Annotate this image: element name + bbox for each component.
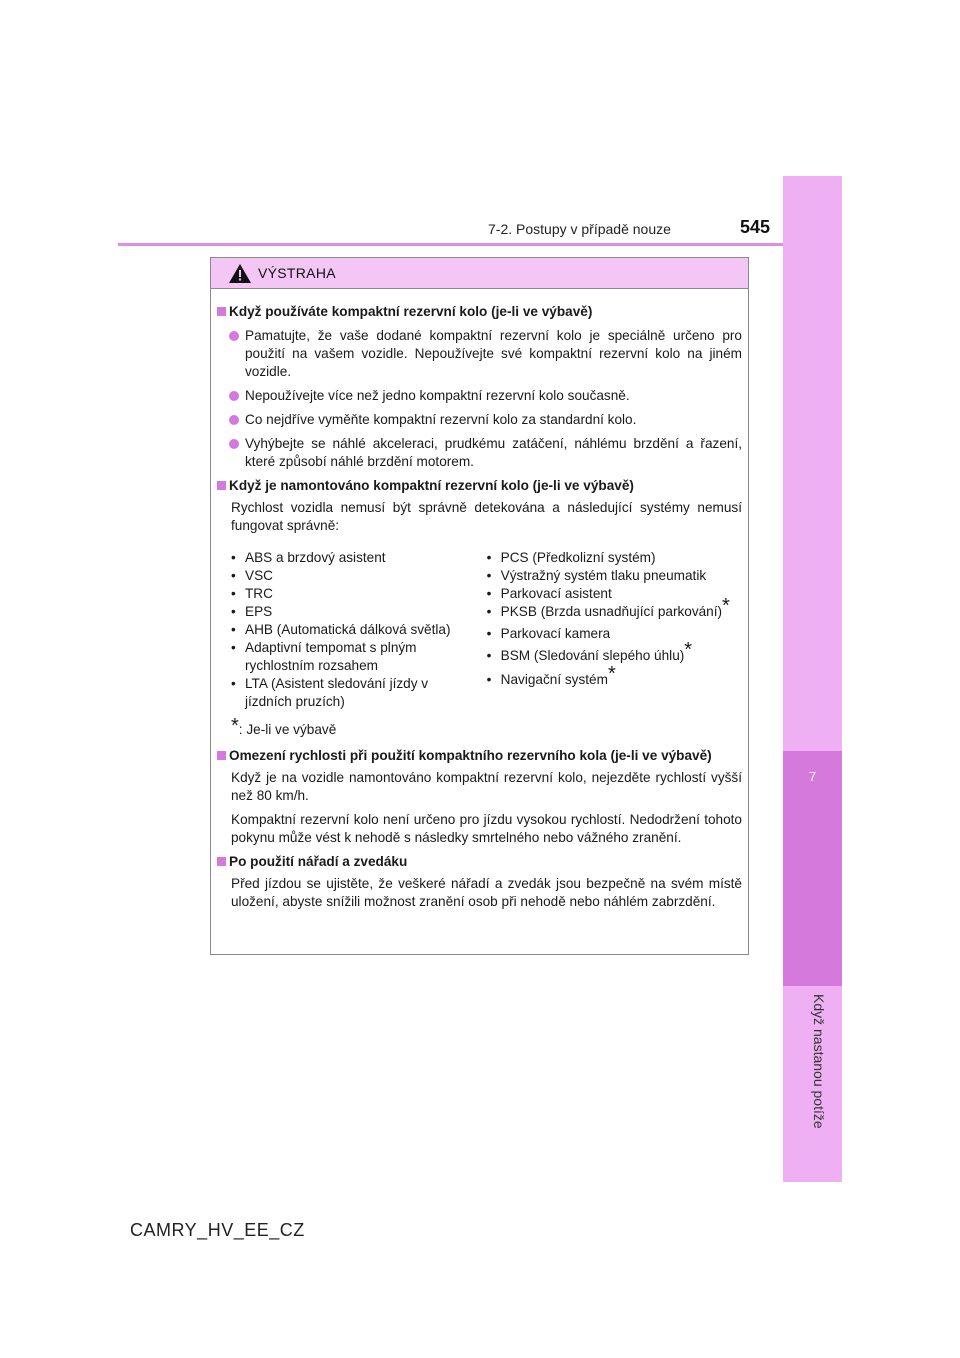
asterisk-mark: * (607, 663, 616, 685)
asterisk-mark: * (231, 715, 239, 737)
bullet-replace-spare: Co nejdříve vyměňte kompaktní rezervní kolo za standardní kolo. (217, 411, 742, 429)
list-item-text: Navigační systém (500, 672, 608, 687)
chapter-number-box (783, 751, 842, 986)
footnote (217, 715, 742, 739)
chapter-side-tab (783, 176, 842, 1182)
section-title-compact-spare: Když používáte kompaktní rezervní kolo (je-li ve výbavě) (217, 303, 742, 321)
page-number: 545 (740, 217, 771, 237)
header-rule (118, 243, 783, 246)
document-code: CAMRY_HV_EE_CZ (130, 1220, 305, 1240)
list-item: • Parkovací kamera (487, 625, 742, 643)
warning-box (210, 257, 749, 955)
systems-list-right (487, 549, 742, 711)
list-item: • TRC (231, 585, 475, 603)
speed-limit-text-1: Když je na vozidle namontováno kompaktní rezervní kolo, nejezděte rychlostí vyšší než 80 km/h. (231, 770, 742, 803)
list-item: • LTA (Asistent sledování jízdy v jízdních pruzích) (231, 675, 475, 711)
list-item (487, 595, 742, 621)
list-item: • AHB (Automatická dálková světla) (231, 621, 475, 639)
list-item: • VSC (231, 567, 475, 585)
section-title-speed-limit: Omezení rychlosti při použití kompaktního rezervního kola (je-li ve výbavě) (217, 747, 742, 765)
list-item: • EPS (231, 603, 475, 621)
list-item: • Adaptivní tempomat s plným rychlostním rozsahem (231, 639, 475, 675)
speed-limit-text-2: Kompaktní rezervní kolo není určeno pro jízdu vysokou rychlostí. Nedodržení tohoto pokynu může vést k nehodě s následky smrtelného nebo vážného zranění. (231, 812, 742, 845)
warning-header (211, 258, 748, 289)
list-item: • PCS (Předkolizní systém) (487, 549, 742, 567)
list-item (487, 663, 742, 689)
list-item-text: BSM (Sledování slepého úhlu) (500, 648, 685, 663)
bullet-one-spare: Nepoužívejte více než jedno kompaktní rezervní kolo současně. (217, 387, 742, 405)
chapter-title: Když nastanou potíže (811, 994, 827, 1129)
list-item: • Parkovací asistent (487, 585, 742, 603)
asterisk-mark: * (684, 639, 693, 661)
chapter-number: 7 (808, 769, 817, 784)
tools-jack-text: Před jízdou se ujistěte, že veškeré nářadí a zvedák jsou bezpečně na svém místě uložení, abyste snížili možnost zranění osob při nehodě nebo náhlém zabrzdění. (231, 876, 742, 909)
list-item: • Výstražný systém tlaku pneumatik (487, 567, 742, 585)
warning-body (211, 289, 748, 911)
systems-list-left (231, 549, 475, 711)
bullet-avoid-sudden: Vyhýbejte se náhlé akceleraci, prudkému zatáčení, náhlému brzdění a řazení, které způsobí náhlé brzdění motorem. (217, 435, 742, 471)
mounted-spare-text: Rychlost vozidla nemusí být správně detekována a následující systémy nemusí fungovat správně: (231, 500, 742, 533)
systems-list (217, 549, 742, 711)
warning-triangle-icon (228, 263, 252, 284)
warning-heading: VÝSTRAHA (258, 265, 336, 281)
list-item: • ABS a brzdový asistent (231, 549, 475, 567)
section-title-mounted-spare: Když je namontováno kompaktní rezervní kolo (je-li ve výbavě) (217, 477, 742, 495)
asterisk-mark: * (722, 595, 730, 617)
section-title-tools-jack: Po použití nářadí a zvedáku (217, 853, 742, 871)
bullet-spare-vehicle: Pamatujte, že vaše dodané kompaktní rezervní kolo je speciálně určeno pro použití na vašem vozidle. Nepoužívejte své kompaktní rezervní kolo na jiném vozidle. (217, 327, 742, 381)
list-item-text: PKSB (Brzda usnadňující parkování) (500, 604, 723, 619)
section-header-title: 7-2. Postupy v případě nouze (488, 221, 671, 237)
footnote-text: : Je-li ve výbavě (238, 722, 337, 737)
